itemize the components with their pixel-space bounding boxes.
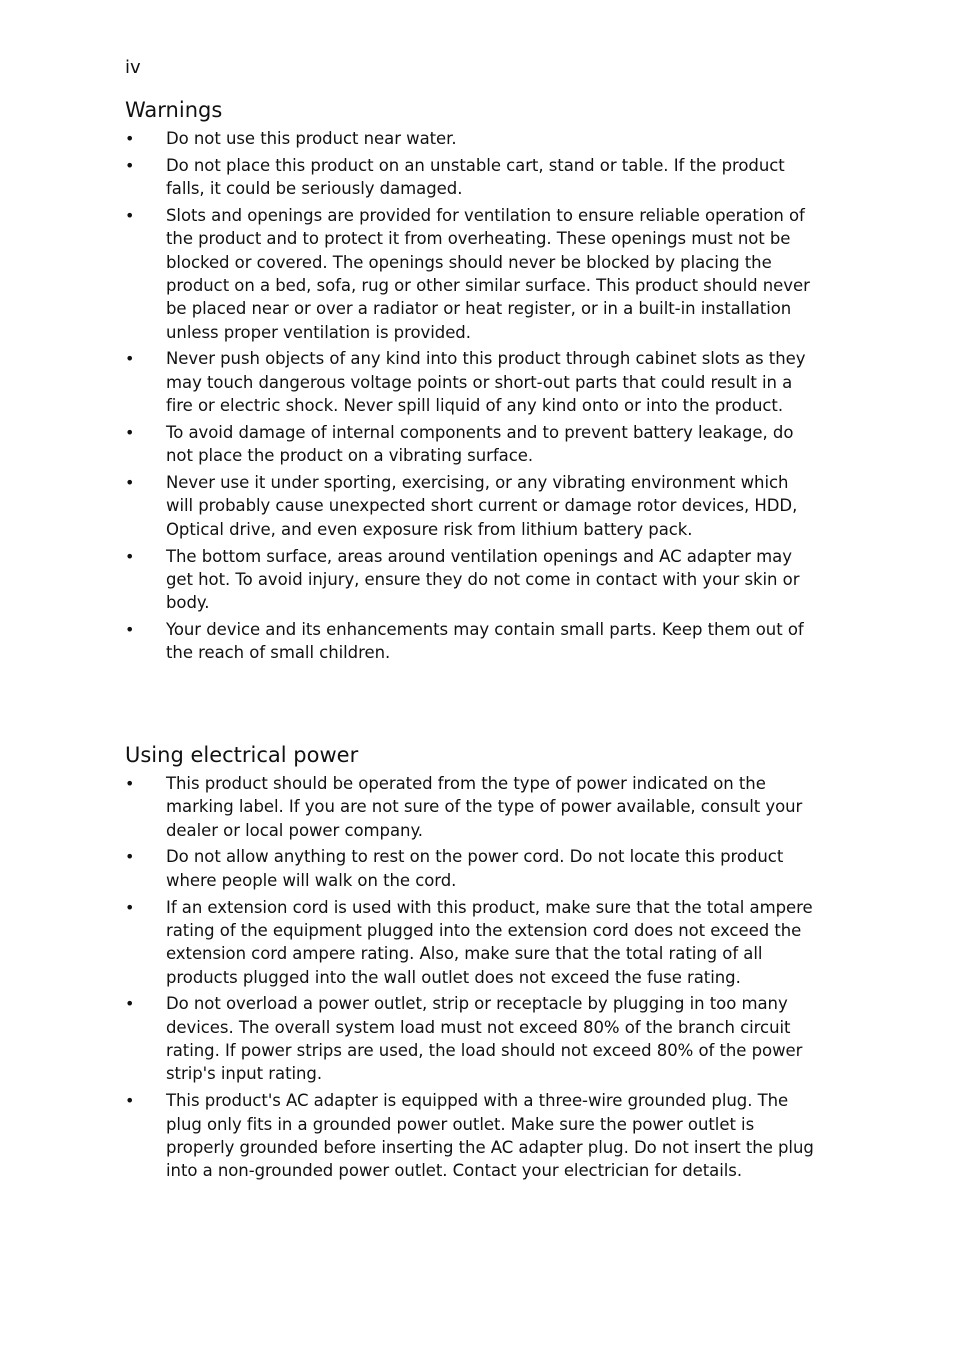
list-item-text: Never use it under sporting, exercising, or any vibrating environment which will probably cause unexpected short current or damage rotor devices, HDD, Optical drive, and even exposure risk from lithium battery pack.: [166, 473, 798, 539]
power-list: [125, 772, 815, 1182]
list-item: [125, 471, 815, 541]
list-item: [125, 772, 815, 842]
bullet-icon: •: [125, 620, 135, 640]
warnings-list: [125, 127, 815, 665]
list-item-text: Never push objects of any kind into this product through cabinet slots as they may touch dangerous voltage points or short-out parts that could result in a fire or electric shock. Never spill liquid of any kind onto or into the product.: [166, 349, 806, 416]
list-item: [125, 127, 815, 150]
list-item-text: The bottom surface, areas around ventilation openings and AC adapter may get hot. To avoid injury, ensure they do not come in contact with your skin or body.: [166, 546, 800, 613]
section-heading-electrical-power: Using electrical power: [125, 743, 359, 767]
bullet-icon: •: [125, 994, 135, 1014]
list-item-text: Slots and openings are provided for ventilation to ensure reliable operation of the product and to protect it from overheating. These openings must not be blocked or covered. The openings should never be blocked by placing the product on a bed, sofa, rug or other similar surface. This product should never be placed near or over a radiator or heat register, or in a built-in installation unless proper ventilation is provided.: [166, 206, 810, 342]
list-item: [125, 204, 815, 344]
bullet-icon: •: [125, 349, 135, 369]
list-item: [125, 618, 815, 665]
list-item-text: Do not allow anything to rest on the power cord. Do not locate this product where people will walk on the cord.: [166, 847, 784, 890]
bullet-icon: •: [125, 473, 135, 493]
warnings-section: [125, 97, 815, 668]
list-item-text: If an extension cord is used with this product, make sure that the total ampere rating of the equipment plugged into the extension cord does not exceed the extension cord ampere rating. Also, make sure that the total rating of all products plugged into the wall outlet does not exceed the fuse rating.: [166, 897, 813, 987]
list-item: [125, 845, 815, 892]
list-item: [125, 896, 815, 989]
bullet-icon: •: [125, 774, 135, 793]
list-item-text: This product's AC adapter is equipped with a three-wire grounded plug. The plug only fits in a grounded power outlet. Make sure the power outlet is properly grounded before inserting the AC adapter plug. Do not insert the plug into a non-grounded power outlet. Contact your electrician for details.: [166, 1091, 814, 1181]
list-item: [125, 992, 815, 1085]
bullet-icon: •: [125, 129, 135, 148]
list-item: [125, 421, 815, 468]
list-item: [125, 1089, 815, 1182]
page-number: iv: [125, 57, 141, 78]
bullet-icon: •: [125, 155, 135, 175]
list-item-text: Do not place this product on an unstable cart, stand or table. If the product falls, it could be seriously damaged.: [166, 155, 785, 199]
bullet-icon: •: [125, 1091, 135, 1111]
section-heading-warnings: Warnings: [125, 98, 223, 122]
list-item-text: To avoid damage of internal components and to prevent battery leakage, do not place the product on a vibrating surface.: [166, 422, 794, 466]
list-item-text: Your device and its enhancements may contain small parts. Keep them out of the reach of small children.: [166, 620, 804, 663]
list-item-text: This product should be operated from the type of power indicated on the marking label. If you are not sure of the type of power available, consult your dealer or local power company.: [166, 774, 803, 840]
bullet-icon: •: [125, 422, 135, 442]
bullet-icon: •: [125, 847, 135, 867]
list-item: [125, 545, 815, 615]
list-item-text: Do not overload a power outlet, strip or receptacle by plugging in too many devices. The overall system load must not exceed 80% of the branch circuit rating. If power strips are used, the load should not exceed 80% of the power strip's input rating.: [166, 994, 803, 1084]
bullet-icon: •: [125, 546, 135, 566]
list-item-text: Do not use this product near water.: [166, 129, 457, 148]
list-item: [125, 347, 815, 417]
bullet-icon: •: [125, 897, 135, 917]
electrical-power-section: [125, 742, 815, 1186]
bullet-icon: •: [125, 206, 135, 226]
list-item: [125, 154, 815, 201]
